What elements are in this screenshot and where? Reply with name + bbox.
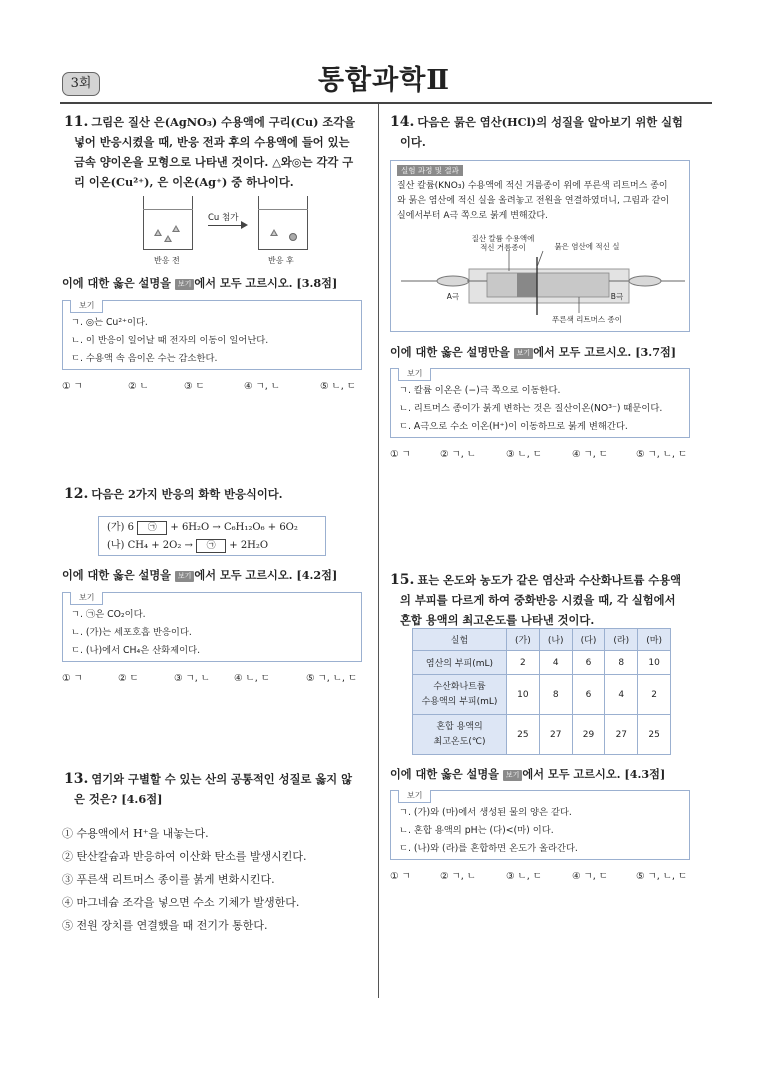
answer-choice[interactable]: ⑤ ㄱ, ㄴ, ㄷ <box>636 871 688 882</box>
row-header-line: 혼합 용액의 <box>436 721 483 732</box>
question-15-ask <box>390 766 665 782</box>
bogi-tag: 보기 <box>503 770 523 781</box>
table-cell: 27 <box>539 715 572 755</box>
stem-line: 이다. <box>400 135 426 149</box>
experiment-box <box>390 160 690 332</box>
bogi-label: 보기 <box>398 368 431 381</box>
beaker-after <box>258 196 308 250</box>
thread-label: 묽은 염산에 적신 실 <box>554 242 620 251</box>
ask-text: 에서 모두 고르시오. [3.7점] <box>533 345 677 359</box>
question-15-choices <box>390 868 705 882</box>
bogi-item: ㄷ. (나)에서 CH₄은 산화제이다. <box>71 645 201 656</box>
ask-text: 이에 대한 옳은 설명만을 <box>390 345 514 359</box>
litmus-paper <box>487 273 609 297</box>
triangle-ion-icon <box>154 229 162 236</box>
answer-choice[interactable]: ④ ㄴ, ㄷ <box>234 673 270 684</box>
question-12-ask <box>62 567 337 583</box>
question-15-stem <box>390 570 705 630</box>
circle-ion-icon <box>289 233 297 241</box>
experiment-line: 실에서부터 A극 쪽으로 붉게 변해갔다. <box>397 211 548 221</box>
stem-line: 혼합 용액의 최고온도를 나타낸 것이다. <box>400 613 595 627</box>
table-cell: 8 <box>605 651 638 675</box>
liquid-surface <box>143 209 193 210</box>
answer-choice[interactable]: ⑤ ㄱ, ㄴ, ㄷ <box>306 673 358 684</box>
answer-choice[interactable]: ③ ㄷ <box>184 381 205 392</box>
bogi-item: ㄴ. 혼합 용액의 pH는 (다)<(마) 이다. <box>399 825 554 836</box>
filter-label-2: 적신 거름종이 <box>480 243 526 252</box>
equation-box <box>98 516 326 556</box>
bogi-item: ㄱ. ◎는 Cu²⁺이다. <box>71 317 148 328</box>
arrow-head-icon <box>241 221 248 229</box>
table-cell: 29 <box>572 715 605 755</box>
round-badge: 3회 <box>62 72 100 96</box>
thread-red-zone <box>517 273 537 297</box>
question-number: 14. <box>390 114 415 130</box>
bogi-tag: 보기 <box>175 279 195 290</box>
after-label: 반응 후 <box>268 256 294 265</box>
answer-choice[interactable]: ① ㄱ <box>390 449 411 460</box>
question-12-stem <box>64 484 369 504</box>
row-header-line: 수용액의 부피(mL) <box>421 696 498 707</box>
table-cell: 8 <box>539 675 572 715</box>
question-11-choices <box>62 378 372 392</box>
stem-line: 염기와 구별할 수 있는 산의 공통적인 성질로 옳지 않 <box>91 772 352 786</box>
table-header: (라) <box>605 629 638 651</box>
ask-text: 에서 모두 고르시오. [4.2점] <box>194 568 338 582</box>
bogi-item: ㄷ. (나)와 (라)를 혼합하면 온도가 올라간다. <box>399 843 578 854</box>
eq-text: + 2H₂O <box>229 540 269 551</box>
bogi-item: ㄱ. 칼륨 이온은 (−)극 쪽으로 이동한다. <box>399 385 561 396</box>
question-14-choices <box>390 446 705 460</box>
bogi-item: ㄱ. (가)와 (마)에서 생성된 물의 양은 같다. <box>399 807 572 818</box>
stem-line: 의 부피를 다르게 하여 중화반응 시켰을 때, 각 실험에서 <box>400 593 676 607</box>
experiment-line: 와 묽은 염산에 적신 실을 올려놓고 전원을 연결하였더니, 그림과 같이 <box>397 196 670 206</box>
question-12-choices <box>62 670 372 684</box>
answer-choice[interactable]: ③ ㄱ, ㄴ <box>174 673 210 684</box>
eq-text: + 6H₂O → C₆H₁₂O₆ + 6O₂ <box>170 522 298 533</box>
page-title: 통합과학Ⅱ <box>317 65 451 96</box>
litmus-label: 푸른색 리트머스 종이 <box>552 315 622 324</box>
answer-choice[interactable]: ⑤ ㄱ, ㄴ, ㄷ <box>636 449 688 460</box>
answer-choice[interactable]: ④ ㄱ, ㄴ <box>244 381 280 392</box>
table-cell: 25 <box>638 715 671 755</box>
question-15-bogi-box <box>390 790 690 860</box>
table-cell: 10 <box>638 651 671 675</box>
answer-choice[interactable]: ④ ㄱ, ㄷ <box>572 871 608 882</box>
eq-text: (가) 6 <box>107 522 135 533</box>
triangle-ion-icon <box>172 225 180 232</box>
liquid-surface <box>258 209 308 210</box>
table-cell: 10 <box>507 675 540 715</box>
table-cell: 25 <box>507 715 540 755</box>
bogi-tag: 보기 <box>514 348 534 359</box>
answer-choice[interactable]: ① ㄱ <box>390 871 411 882</box>
title-rule <box>60 102 712 104</box>
stem-line: 그림은 질산 은(AgNO₃) 수용액에 구리(Cu) 조각을 <box>91 115 356 129</box>
table-row <box>413 715 671 755</box>
stem-line: 리 이온(Cu²⁺), 은 이온(Ag⁺) 중 하나이다. <box>74 175 294 189</box>
bogi-label: 보기 <box>70 300 103 313</box>
thread-pointer <box>537 251 543 267</box>
row-header <box>413 675 507 715</box>
answer-choice[interactable]: ③ ㄴ, ㄷ <box>506 871 542 882</box>
ask-text: 에서 모두 고르시오. [4.3점] <box>522 767 666 781</box>
table-header: (나) <box>539 629 572 651</box>
question-13-stem <box>64 769 369 809</box>
answer-choice[interactable]: ② ㄱ, ㄴ <box>440 449 476 460</box>
electrophoresis-diagram <box>391 233 689 328</box>
table-cell: 2 <box>638 675 671 715</box>
bogi-item: ㄱ. ㉠은 CO₂이다. <box>71 609 146 620</box>
answer-choice[interactable]: ② ㄷ <box>118 673 139 684</box>
ask-text: 이에 대한 옳은 설명을 <box>62 568 175 582</box>
electrode-a-label: A극 <box>446 292 460 301</box>
stem-line: 금속 양이온을 모형으로 나타낸 것이다. △와◎는 각각 구 <box>74 155 354 169</box>
row-header <box>413 715 507 755</box>
triangle-ion-icon <box>164 235 172 242</box>
question-13-options <box>62 822 372 937</box>
before-label: 반응 전 <box>154 256 180 265</box>
answer-option[interactable]: ② 탄산칼슘과 반응하여 이산화 탄소를 발생시킨다. <box>62 850 307 863</box>
question-14-bogi-box <box>390 368 690 438</box>
row-header-line: 최고온도(℃) <box>433 736 486 747</box>
bogi-item: ㄴ. 이 반응이 일어날 때 전자의 이동이 일어난다. <box>71 335 269 346</box>
experiment-tag: 실험 과정 및 결과 <box>397 165 463 176</box>
question-number: 12. <box>64 486 89 502</box>
bogi-item: ㄴ. 리트머스 종이가 붉게 변하는 것은 질산이온(NO³⁻) 때문이다. <box>399 403 663 414</box>
table-header: (다) <box>572 629 605 651</box>
row-header: 염산의 부피(mL) <box>413 651 507 675</box>
bogi-item: ㄷ. A극으로 수소 이온(H⁺)이 이동하므로 붉게 변해간다. <box>399 421 628 432</box>
answer-option[interactable]: ① 수용액에서 H⁺을 내놓는다. <box>62 827 209 840</box>
triangle-ion-icon <box>270 229 278 236</box>
table-header-row <box>413 629 671 651</box>
answer-choice[interactable]: ③ ㄴ, ㄷ <box>506 449 542 460</box>
question-11-bogi-box <box>62 300 362 370</box>
experiment-text <box>397 179 689 224</box>
arrow-label: Cu 첨가 <box>208 213 239 223</box>
column-divider <box>378 104 379 998</box>
electrode-b-label: B극 <box>610 292 624 301</box>
bogi-tag: 보기 <box>175 571 195 582</box>
table-cell: 2 <box>507 651 540 675</box>
table-row <box>413 675 671 715</box>
question-11-ask <box>62 275 337 291</box>
stem-line: 표는 온도와 농도가 같은 염산과 수산화나트륨 수용액 <box>417 573 682 587</box>
row-header-line: 수산화나트륨 <box>433 681 486 692</box>
stem-line: 은 것은? [4.6점] <box>74 792 163 806</box>
equation-2 <box>107 537 325 555</box>
question-12-bogi-box <box>62 592 362 662</box>
results-table <box>412 628 671 755</box>
answer-choice[interactable]: ② ㄱ, ㄴ <box>440 871 476 882</box>
eq-text: (나) CH₄ + 2O₂ → <box>107 540 193 551</box>
table-cell: 6 <box>572 651 605 675</box>
table-cell: 4 <box>605 675 638 715</box>
reaction-figure <box>140 193 310 273</box>
ask-text: 에서 모두 고르시오. [3.8점] <box>194 276 338 290</box>
blank-box: ㉠ <box>137 521 167 535</box>
answer-choice[interactable]: ① ㄱ <box>62 381 83 392</box>
answer-choice[interactable]: ① ㄱ <box>62 673 83 684</box>
answer-option[interactable]: ⑤ 전원 장치를 연결했을 때 전기가 통한다. <box>62 919 268 932</box>
stem-line: 다음은 2가지 반응의 화학 반응식이다. <box>91 487 283 501</box>
table-cell: 4 <box>539 651 572 675</box>
answer-choice[interactable]: ② ㄴ <box>128 381 149 392</box>
table-cell: 6 <box>572 675 605 715</box>
bogi-item: ㄴ. (가)는 세포호흡 반응이다. <box>71 627 192 638</box>
question-14-ask <box>390 344 676 360</box>
stem-line: 다음은 묽은 염산(HCl)의 성질을 알아보기 위한 실험 <box>417 115 683 129</box>
stem-line: 넣어 반응시켰을 때, 반응 전과 후의 수용액에 들어 있는 <box>74 135 350 149</box>
question-number: 13. <box>64 771 89 787</box>
clip-a <box>437 276 469 286</box>
table-header: (마) <box>638 629 671 651</box>
question-14-stem <box>390 112 705 152</box>
filter-label-1: 질산 칼륨 수용액에 <box>471 234 535 243</box>
experiment-line: 질산 칼륨(KNO₃) 수용액에 적신 거름종이 위에 푸른색 리트머스 종이 <box>397 181 668 191</box>
equation-1 <box>107 519 325 537</box>
table-cell: 27 <box>605 715 638 755</box>
ask-text: 이에 대한 옳은 설명을 <box>390 767 503 781</box>
answer-option[interactable]: ③ 푸른색 리트머스 종이를 붉게 변화시킨다. <box>62 873 275 886</box>
answer-choice[interactable]: ④ ㄱ, ㄷ <box>572 449 608 460</box>
answer-option[interactable]: ④ 마그네슘 조각을 넣으면 수소 기체가 발생한다. <box>62 896 300 909</box>
bogi-label: 보기 <box>70 592 103 605</box>
answer-choice[interactable]: ⑤ ㄴ, ㄷ <box>320 381 356 392</box>
table-header: 실험 <box>413 629 507 651</box>
table-header: (가) <box>507 629 540 651</box>
table-row <box>413 651 671 675</box>
ask-text: 이에 대한 옳은 설명을 <box>62 276 175 290</box>
bogi-label: 보기 <box>398 790 431 803</box>
question-number: 15. <box>390 572 415 588</box>
bogi-item: ㄷ. 수용액 속 음이온 수는 감소한다. <box>71 353 218 364</box>
question-number: 11. <box>64 114 89 130</box>
question-11-stem <box>64 112 369 192</box>
clip-b <box>629 276 661 286</box>
blank-box: ㉠ <box>196 539 226 553</box>
